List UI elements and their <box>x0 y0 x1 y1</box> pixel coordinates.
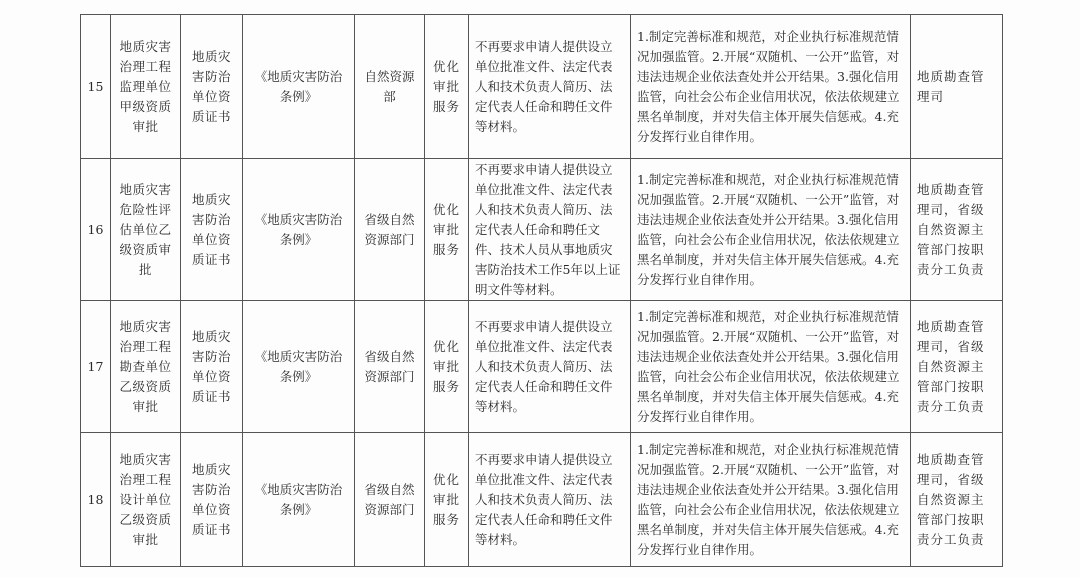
supervision-measures: 1.制定完善标准和规范，对企业执行标准规范情况加强监管。2.开展“双随机、一公开”监管，对违法违规企业依法查处并公开结果。3.强化信用监管，向社会公布企业信用状况，依法依规建立黑名单制度，并对失信主体开展失信惩戒。4.充分发挥行业自律作用。 <box>631 15 911 159</box>
responsible-unit: 地质勘查管理司，省级自然资源主管部门按职责分工负责 <box>911 159 1003 301</box>
legal-basis: 《地质灾害防治条例》 <box>243 15 355 159</box>
approval-department: 省级自然资源部门 <box>355 433 425 567</box>
table-row <box>81 301 1003 433</box>
approval-item: 地质灾害治理工程设计单位乙级资质审批 <box>111 433 181 567</box>
responsible-unit: 地质勘查管理司 <box>911 15 1003 159</box>
supervision-measures: 1.制定完善标准和规范，对企业执行标准规范情况加强监管。2.开展“双随机、一公开”监管，对违法违规企业依法查处并公开结果。3.强化信用监管，向社会公布企业信用状况，依法依规建立黑名单制度，并对失信主体开展失信惩戒。4.充分发挥行业自律作用。 <box>631 159 911 301</box>
responsible-unit: 地质勘查管理司，省级自然资源主管部门按职责分工负责 <box>911 433 1003 567</box>
table-row <box>81 15 1003 159</box>
approval-department: 自然资源部 <box>355 15 425 159</box>
reform-content: 不再要求申请人提供设立单位批准文件、法定代表人和技术负责人简历、法定代表人任命和聘任文件、技术人员从事地质灾害防治技术工作5年以上证明文件等材料。 <box>469 159 631 301</box>
reform-content: 不再要求申请人提供设立单位批准文件、法定代表人和技术负责人简历、法定代表人任命和聘任文件等材料。 <box>469 15 631 159</box>
table-row <box>81 433 1003 567</box>
reform-content: 不再要求申请人提供设立单位批准文件、法定代表人和技术负责人简历、法定代表人任命和聘任文件等材料。 <box>469 433 631 567</box>
row-number: 16 <box>81 159 111 301</box>
legal-basis: 《地质灾害防治条例》 <box>243 301 355 433</box>
reform-mode: 优化审批服务 <box>425 159 469 301</box>
certificate-name: 地质灾害防治单位资质证书 <box>181 159 243 301</box>
responsible-unit: 地质勘查管理司，省级自然资源主管部门按职责分工负责 <box>911 301 1003 433</box>
supervision-measures: 1.制定完善标准和规范，对企业执行标准规范情况加强监管。2.开展“双随机、一公开”监管，对违法违规企业依法查处并公开结果。3.强化信用监管，向社会公布企业信用状况，依法依规建立黑名单制度，并对失信主体开展失信惩戒。4.充分发挥行业自律作用。 <box>631 301 911 433</box>
row-number: 15 <box>81 15 111 159</box>
approval-department: 省级自然资源部门 <box>355 159 425 301</box>
reform-measures-table <box>80 14 1003 567</box>
legal-basis: 《地质灾害防治条例》 <box>243 159 355 301</box>
reform-mode: 优化审批服务 <box>425 301 469 433</box>
certificate-name: 地质灾害防治单位资质证书 <box>181 15 243 159</box>
row-number: 17 <box>81 301 111 433</box>
reform-content: 不再要求申请人提供设立单位批准文件、法定代表人和技术负责人简历、法定代表人任命和聘任文件等材料。 <box>469 301 631 433</box>
row-number: 18 <box>81 433 111 567</box>
approval-item: 地质灾害治理工程勘查单位乙级资质审批 <box>111 301 181 433</box>
certificate-name: 地质灾害防治单位资质证书 <box>181 433 243 567</box>
approval-item: 地质灾害治理工程监理单位甲级资质审批 <box>111 15 181 159</box>
legal-basis: 《地质灾害防治条例》 <box>243 433 355 567</box>
certificate-name: 地质灾害防治单位资质证书 <box>181 301 243 433</box>
approval-department: 省级自然资源部门 <box>355 301 425 433</box>
approval-item: 地质灾害危险性评估单位乙级资质审批 <box>111 159 181 301</box>
reform-mode: 优化审批服务 <box>425 15 469 159</box>
supervision-measures: 1.制定完善标准和规范，对企业执行标准规范情况加强监管。2.开展“双随机、一公开”监管，对违法违规企业依法查处并公开结果。3.强化信用监管，向社会公布企业信用状况，依法依规建立黑名单制度，并对失信主体开展失信惩戒。4.充分发挥行业自律作用。 <box>631 433 911 567</box>
reform-mode: 优化审批服务 <box>425 433 469 567</box>
table-row <box>81 159 1003 301</box>
